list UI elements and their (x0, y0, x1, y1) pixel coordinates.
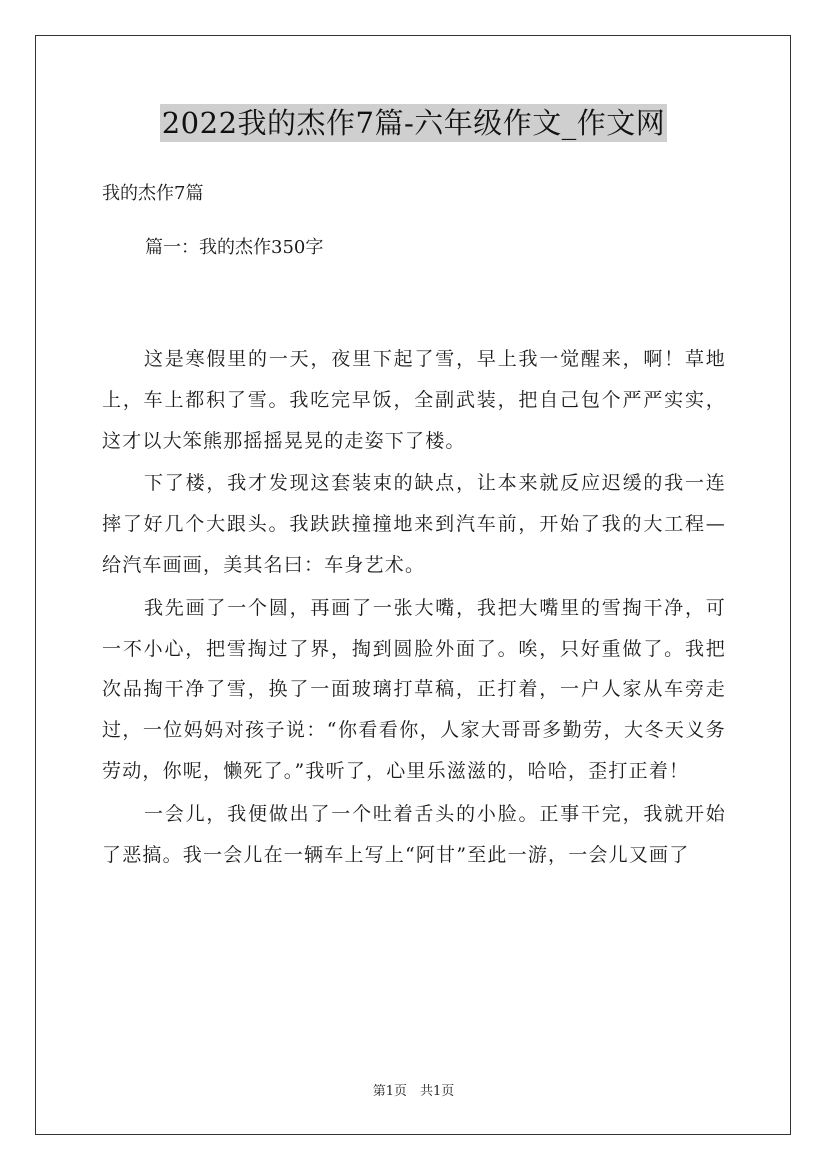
title-container (0, 104, 827, 142)
document-title: 2022我的杰作7篇-六年级作文_作文网 (161, 106, 666, 140)
paragraph: 我先画了一个圆，再画了一张大嘴，我把大嘴里的雪掏干净，可一不小心，把雪掏过了界，掏到圆脸外面了。唉，只好重做了。我把次品掏干净了雪，换了一面玻璃打草稿，正打着，一户人家从车旁走过，一位妈妈对孩子说：“你看看你，人家大哥哥多勤劳，大冬天义务劳动，你呢，懒死了。”我听了，心里乐滋滋的，哈哈，歪打正着！ (102, 596, 726, 782)
article-body (102, 339, 726, 875)
paragraph: 一会儿，我便做出了一个吐着舌头的小脸。正事干完，我就开始了恶搞。我一会儿在一辆车上写上“阿甘”至此一游，一会儿又画了 (102, 802, 726, 866)
section-heading: 篇一：我的杰作350字 (145, 237, 324, 258)
paragraph: 这是寒假里的一天，夜里下起了雪，早上我一觉醒来，啊！草地上，车上都积了雪。我吃完早饭，全副武装，把自己包个严严实实，这才以大笨熊那摇摇晃晃的走姿下了楼。 (102, 348, 726, 452)
paragraph: 下了楼，我才发现这套装束的缺点，让本来就反应迟缓的我一连摔了好几个大跟头。我趺趺撞撞地来到汽车前，开始了我的大工程—给汽车画画，美其名曰：车身艺术。 (102, 472, 726, 576)
page-footer: 第1页 共1页 (372, 1084, 455, 1099)
document-subtitle: 我的杰作7篇 (102, 183, 204, 204)
